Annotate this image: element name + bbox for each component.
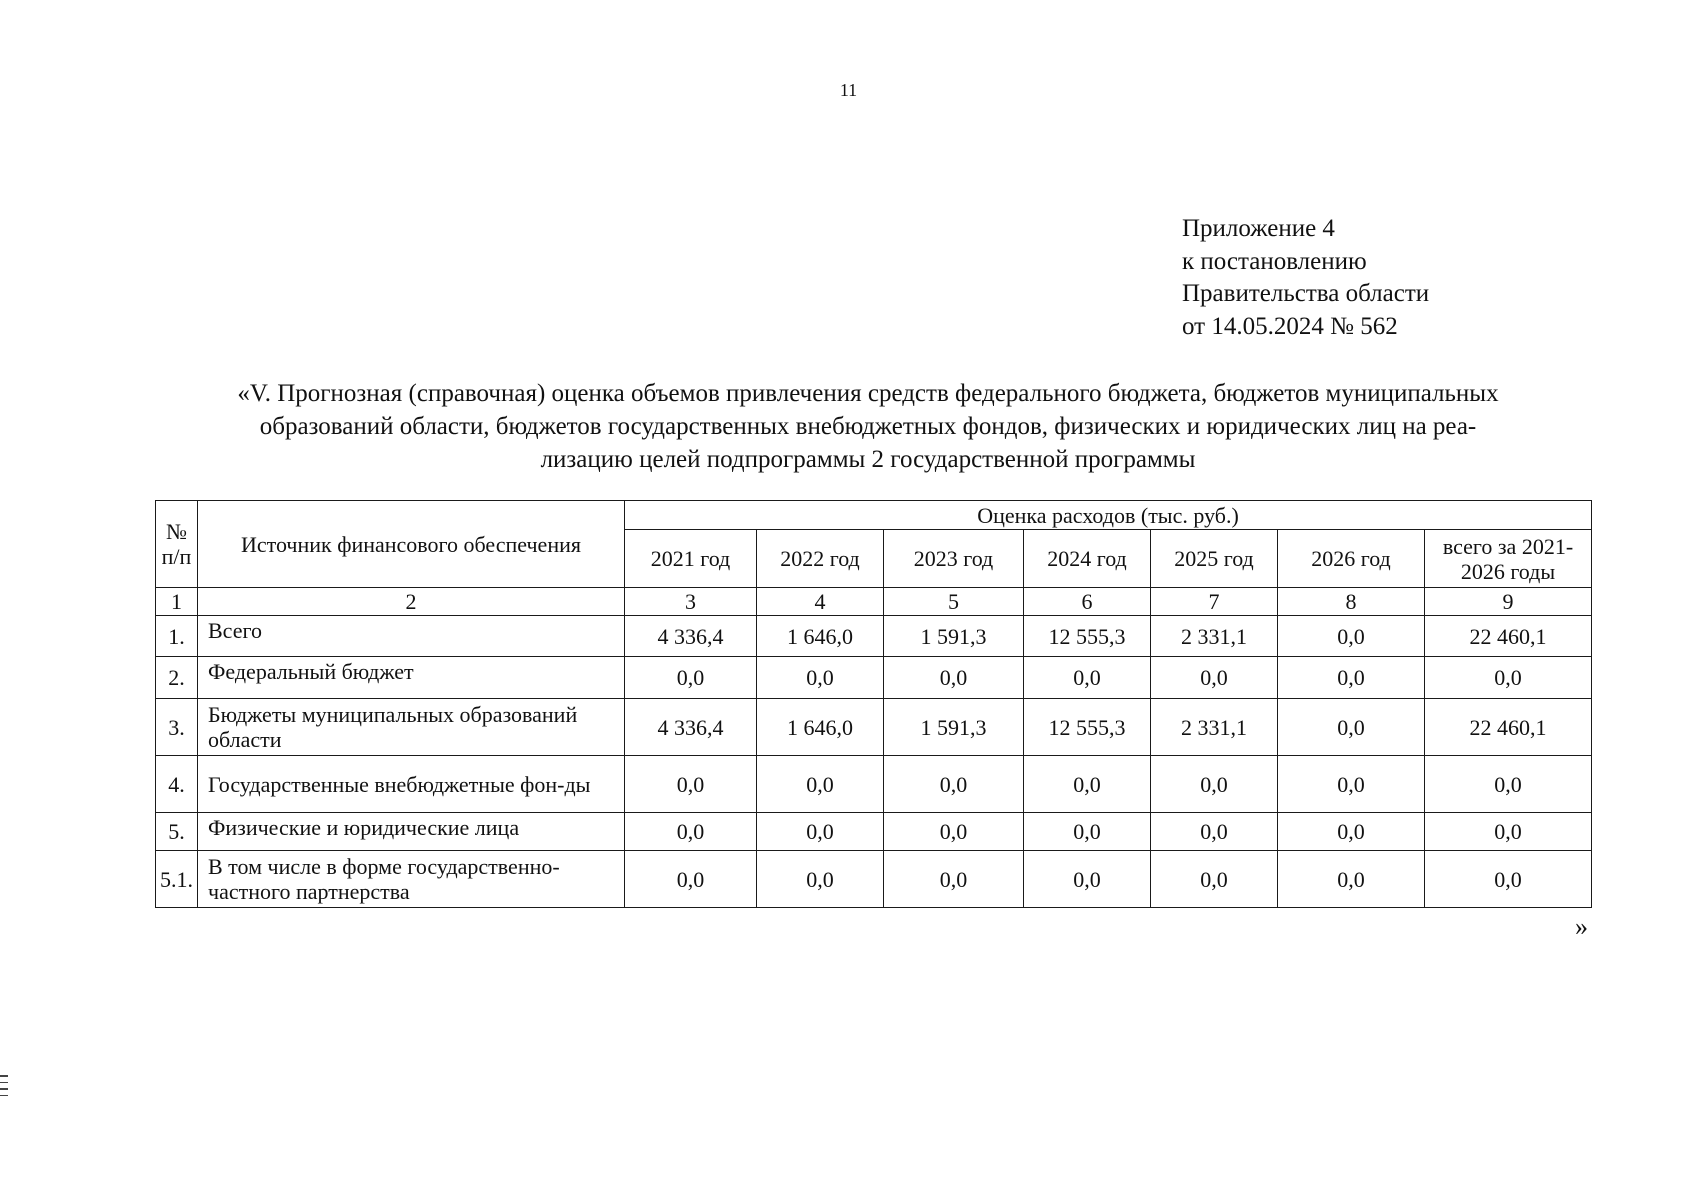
cell-value: 2 331,1 [1151, 616, 1278, 657]
row-source: Федеральный бюджет [198, 657, 625, 699]
column-number: 8 [1278, 588, 1425, 616]
header-year: 2022 год [757, 530, 884, 588]
title-line: «V. Прогнозная (справочная) оценка объемов привлечения средств федерального бюджета, бюджетов муниципальных [237, 380, 1499, 407]
appendix-line: Приложение 4 [1182, 215, 1335, 242]
header-year: 2023 год [884, 530, 1024, 588]
row-number: 4. [156, 756, 198, 813]
cell-value: 0,0 [757, 813, 884, 851]
cell-value: 1 646,0 [757, 699, 884, 756]
cell-value: 0,0 [1024, 851, 1151, 908]
cell-value: 0,0 [884, 813, 1024, 851]
section-title [140, 377, 1596, 476]
cell-value: 1 646,0 [757, 616, 884, 657]
header-year: 2021 год [625, 530, 757, 588]
cell-value: 0,0 [625, 756, 757, 813]
page-number: 11 [839, 80, 858, 100]
closing-quote: » [1575, 912, 1588, 941]
cell-value: 22 460,1 [1425, 616, 1592, 657]
column-number: 6 [1024, 588, 1151, 616]
cell-value: 0,0 [1278, 813, 1425, 851]
appendix-line: от 14.05.2024 № 562 [1182, 312, 1398, 340]
cell-value: 0,0 [884, 657, 1024, 699]
header-num: № п/п [156, 501, 198, 588]
cell-value: 0,0 [757, 756, 884, 813]
cell-value: 0,0 [1425, 756, 1592, 813]
row-number: 1. [156, 616, 198, 657]
cell-value: 0,0 [884, 756, 1024, 813]
header-year-total: всего за 2021-2026 годы [1425, 530, 1592, 588]
row-source: Всего [198, 616, 625, 657]
row-number: 5. [156, 813, 198, 851]
column-number: 7 [1151, 588, 1278, 616]
row-source: Физические и юридические лица [198, 813, 625, 851]
column-number: 3 [625, 588, 757, 616]
cell-value: 12 555,3 [1024, 616, 1151, 657]
cell-value: 0,0 [625, 851, 757, 908]
cell-value: 0,0 [1278, 851, 1425, 908]
cell-value: 4 336,4 [625, 616, 757, 657]
cell-value: 0,0 [757, 851, 884, 908]
cell-value: 0,0 [1278, 657, 1425, 699]
cell-value: 0,0 [1425, 813, 1592, 851]
row-source: Государственные внебюджетные фон-ды [198, 756, 625, 813]
cell-value: 0,0 [1151, 813, 1278, 851]
cell-value: 12 555,3 [1024, 699, 1151, 756]
cell-value: 0,0 [1425, 657, 1592, 699]
cell-value: 0,0 [1151, 657, 1278, 699]
cell-value: 0,0 [1151, 851, 1278, 908]
title-line: лизацию целей подпрограммы 2 государственной программы [540, 446, 1196, 473]
cell-value: 22 460,1 [1425, 699, 1592, 756]
margin-scan-mark [0, 1075, 8, 1101]
row-source: Бюджеты муниципальных образований области [198, 699, 625, 756]
table-row [156, 851, 1592, 908]
row-number: 5.1. [156, 851, 198, 908]
cell-value: 0,0 [757, 657, 884, 699]
cell-value: 0,0 [1024, 756, 1151, 813]
row-source: В том числе в форме государственно-частного партнерства [198, 851, 625, 908]
header-year: 2026 год [1278, 530, 1425, 588]
appendix-block [1182, 213, 1429, 343]
table-row [156, 616, 1592, 657]
cell-value: 0,0 [1024, 657, 1151, 699]
appendix-line: Правительства области [1182, 280, 1430, 307]
header-year: 2025 год [1151, 530, 1278, 588]
appendix-line: к постановлению [1182, 247, 1367, 275]
column-number: 1 [156, 588, 198, 616]
column-number: 5 [884, 588, 1024, 616]
row-number: 3. [156, 699, 198, 756]
table-row [156, 699, 1592, 756]
header-year: 2024 год [1024, 530, 1151, 588]
cell-value: 0,0 [1425, 851, 1592, 908]
cell-value: 0,0 [884, 851, 1024, 908]
cell-value: 1 591,3 [884, 699, 1024, 756]
header-source: Источник финансового обеспечения [198, 501, 625, 588]
header-estimate: Оценка расходов (тыс. руб.) [625, 501, 1592, 530]
cell-value: 0,0 [1024, 813, 1151, 851]
row-number: 2. [156, 657, 198, 699]
cell-value: 0,0 [625, 657, 757, 699]
cell-value: 0,0 [1278, 699, 1425, 756]
cell-value: 1 591,3 [884, 616, 1024, 657]
table-row [156, 657, 1592, 699]
column-number: 4 [757, 588, 884, 616]
title-line: образований области, бюджетов государственных внебюджетных фондов, физических и юридических лиц на реа- [259, 413, 1477, 440]
financing-table [155, 500, 1592, 908]
table-row [156, 756, 1592, 813]
cell-value: 0,0 [1151, 756, 1278, 813]
table-row [156, 813, 1592, 851]
cell-value: 0,0 [1278, 756, 1425, 813]
column-number: 2 [198, 588, 625, 616]
cell-value: 0,0 [625, 813, 757, 851]
column-number: 9 [1425, 588, 1592, 616]
cell-value: 2 331,1 [1151, 699, 1278, 756]
cell-value: 0,0 [1278, 616, 1425, 657]
cell-value: 4 336,4 [625, 699, 757, 756]
